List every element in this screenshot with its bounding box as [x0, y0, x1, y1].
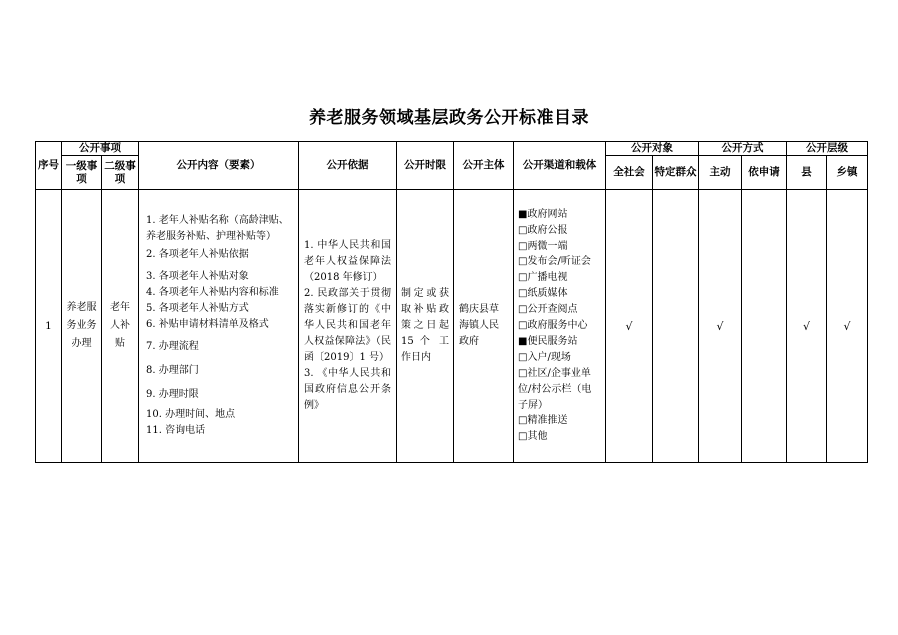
page-title: 养老服务领域基层政务公开标准目录: [309, 108, 589, 128]
basis-list: [299, 238, 396, 414]
header-item: 公开事项: [62, 142, 139, 156]
channel-item: □入户/现场: [518, 351, 571, 363]
list-item: 2. 民政部关于贯彻落实新修订的《中华人民共和国老年人权益保障法》（民函〔2019〕1 号）: [304, 288, 391, 363]
header-level2: 二级事项: [102, 156, 139, 190]
header-method-request: 依申请: [742, 156, 787, 190]
channel-item: ■便民服务站: [518, 335, 578, 347]
cell-target-specific: [653, 190, 699, 463]
list-item: 1. 中华人民共和国老年人权益保障法（2018 年修订）: [304, 240, 391, 283]
channel-item: □发布会/听证会: [518, 256, 591, 268]
channel-item: □广播电视: [518, 272, 568, 284]
header-target-specific: 特定群众: [653, 156, 699, 190]
cell-time: 制定或获取补贴政策之日起 15 个 工作日内: [397, 190, 454, 463]
table-row: [36, 190, 868, 463]
cell-subject: 鹤庆县草海镇人民政府: [454, 190, 514, 463]
header-content: 公开内容（要素）: [139, 142, 299, 190]
header-time: 公开时限: [397, 142, 454, 190]
list-item: 6. 补贴申请材料清单及格式: [146, 319, 269, 330]
cell-target-all: √: [606, 190, 653, 463]
list-item: 10. 办理时间、地点: [146, 409, 236, 420]
cell-level1: 养老服务业务办理: [62, 190, 102, 463]
content-list: [139, 213, 298, 439]
header-method: 公开方式: [699, 142, 787, 156]
cell-channel: [514, 190, 606, 463]
channel-list: [514, 207, 605, 446]
list-item: 2. 各项老年人补贴依据: [146, 249, 249, 260]
header-basis: 公开依据: [299, 142, 397, 190]
header-row-1: [36, 142, 868, 156]
channel-item: ■政府网站: [518, 208, 568, 220]
list-item: 3. 各项老年人补贴对象: [146, 271, 249, 282]
header-level-town: 乡镇: [827, 156, 868, 190]
cell-level2: 老年人补贴: [102, 190, 139, 463]
channel-item: □社区/企事业单位/村公示栏（电子屏）: [518, 367, 592, 411]
list-item: 7. 办理流程: [146, 341, 199, 352]
channel-item: □其他: [518, 431, 548, 443]
cell-seq: 1: [36, 190, 62, 463]
cell-basis: [299, 190, 397, 463]
cell-method-active: √: [699, 190, 742, 463]
cell-method-request: [742, 190, 787, 463]
header-target-all: 全社会: [606, 156, 653, 190]
list-item: 11. 咨询电话: [146, 425, 206, 436]
channel-item: □精准推送: [518, 415, 568, 427]
header-level1: 一级事项: [62, 156, 102, 190]
list-item: 5. 各项老年人补贴方式: [146, 303, 249, 314]
header-target: 公开对象: [606, 142, 699, 156]
channel-item: □公开查阅点: [518, 304, 578, 316]
list-item: 3. 《中华人民共和国政府信息公开条例》: [304, 368, 391, 411]
list-item: 1. 老年人补贴名称（高龄津贴、养老服务补贴、护理补贴等）: [146, 215, 289, 242]
header-level-county: 县: [787, 156, 827, 190]
header-subject: 公开主体: [454, 142, 514, 190]
list-item: 4. 各项老年人补贴内容和标准: [146, 287, 279, 298]
header-channel: 公开渠道和载体: [514, 142, 606, 190]
channel-item: □纸质媒体: [518, 288, 568, 300]
header-level: 公开层级: [787, 142, 868, 156]
list-item: 8. 办理部门: [146, 365, 199, 376]
cell-level-town: √: [827, 190, 868, 463]
list-item: 9. 办理时限: [146, 389, 199, 400]
header-seq: 序号: [36, 142, 62, 190]
channel-item: □政府服务中心: [518, 320, 588, 332]
channel-item: □政府公报: [518, 224, 568, 236]
cell-content: [139, 190, 299, 463]
channel-item: □两微一端: [518, 240, 568, 252]
header-method-active: 主动: [699, 156, 742, 190]
cell-level-county: √: [787, 190, 827, 463]
directory-table: [35, 141, 868, 463]
